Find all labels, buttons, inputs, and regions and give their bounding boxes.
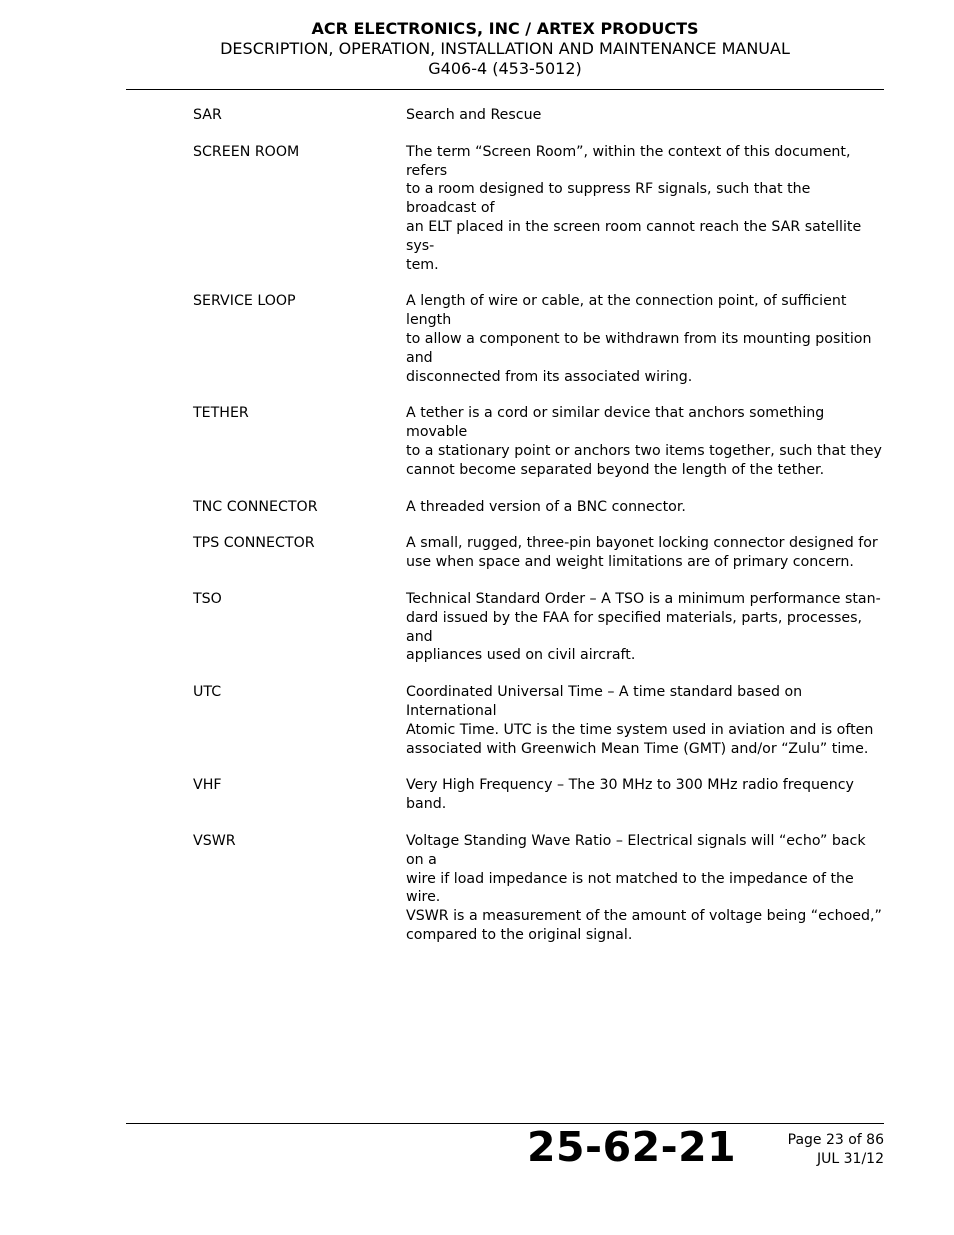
glossary-definition: A tether is a cord or similar device that anchors something movable to a stationary point or anchors two items together, such that they cannot become separated beyond the length of the tether. — [406, 405, 882, 478]
page-header — [126, 19, 884, 79]
glossary-term: SCREEN ROOM — [193, 143, 300, 160]
glossary-definition: Technical Standard Order – A TSO is a minimum performance stan- dard issued by the FAA for specified materials, parts, processes, and appliances used on civil aircraft. — [406, 590, 881, 664]
glossary-list — [193, 106, 888, 963]
glossary-entry — [193, 404, 888, 479]
glossary-term: TSO — [193, 590, 222, 607]
revision-date: JUL 31/12 — [817, 1150, 884, 1167]
glossary-entry — [193, 683, 888, 758]
manual-title: DESCRIPTION, OPERATION, INSTALLATION AND MAINTENANCE MANUAL — [220, 39, 790, 58]
glossary-term: UTC — [193, 684, 222, 701]
glossary-definition: Very High Frequency – The 30 MHz to 300 MHz radio frequency band. — [406, 777, 854, 813]
glossary-definition: A small, rugged, three-pin bayonet locking connector designed for use when space and weight limitations are of primary concern. — [406, 535, 878, 571]
glossary-entry — [193, 143, 888, 275]
document-code: 25-62-21 — [527, 1123, 737, 1171]
glossary-term: SAR — [193, 107, 222, 123]
footer-divider — [126, 1123, 884, 1124]
model-number: G406-4 (453-5012) — [428, 59, 582, 78]
glossary-entry — [193, 292, 888, 386]
page-meta — [788, 1131, 884, 1168]
glossary-term: VHF — [193, 777, 222, 794]
glossary-entry — [193, 832, 888, 945]
glossary-entry — [193, 590, 888, 665]
glossary-entry — [193, 498, 888, 517]
company-name: ACR ELECTRONICS, INC / ARTEX PRODUCTS — [311, 19, 699, 38]
glossary-definition: Coordinated Universal Time – A time standard based on International Atomic Time. UTC is the time system used in aviation and is often associated with Greenwich Mean Time (GMT) and/or “Zulu” time. — [406, 684, 874, 757]
header-divider — [126, 89, 884, 90]
glossary-term: TPS CONNECTOR — [193, 535, 315, 552]
page-number: Page 23 of 86 — [787, 1132, 884, 1148]
glossary-definition: Search and Rescue — [406, 107, 542, 123]
glossary-definition: Voltage Standing Wave Ratio – Electrical signals will “echo” back on a wire if load impedance is not matched to the impedance of the wire. VSWR is a measurement of the amount of voltage being “echoed,” compared to the original signal. — [406, 832, 882, 943]
glossary-term: SERVICE LOOP — [193, 293, 296, 310]
glossary-definition: The term “Screen Room”, within the context of this document, refers to a room designed to suppress RF signals, such that the broadcast of an ELT placed in the screen room cannot reach the SAR satellite sys- tem. — [406, 143, 862, 273]
glossary-term: TETHER — [193, 405, 249, 422]
glossary-entry — [193, 776, 888, 814]
glossary-definition: A length of wire or cable, at the connection point, of sufficient length to allow a component to be withdrawn from its mounting position and disconnected from its associated wiring. — [406, 293, 872, 385]
glossary-entry — [193, 534, 888, 572]
glossary-term: TNC CONNECTOR — [193, 498, 318, 515]
glossary-definition: A threaded version of a BNC connector. — [406, 498, 686, 515]
glossary-entry — [193, 106, 888, 125]
glossary-term: VSWR — [193, 832, 236, 849]
